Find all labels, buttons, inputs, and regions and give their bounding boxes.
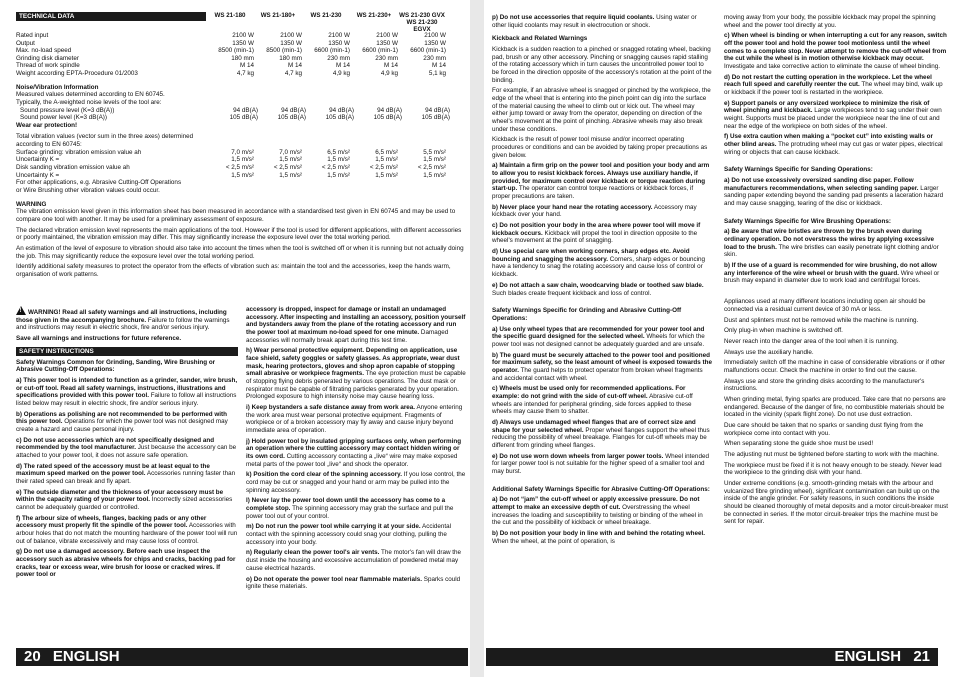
list-item	[16, 548, 238, 579]
item-text: Wire wheel or brush may expand in diameter due to work load and centrifugal forces.	[724, 269, 940, 285]
list-item	[492, 162, 712, 200]
paragraph: Under extreme conditions (e.g. smooth-grinding metals with the arbour and vulcanized fibre grinding wheel), significant contamination can build up on the inside of the angle grinder. For safety reasons, in such conditions the inside should be cleaned thoroughly of metal deposits and a motor circuit-breaker must be connected in series. If the motor circuit-breaker trips the machine must be sent for repair.	[724, 479, 949, 526]
table-row	[20, 107, 464, 115]
item-text: The eye protection must be capable of stopping flying debris generated by various operations. The dust mask or respirator must be capable of filtrating particles generated by your operation. Prolonged exposure to high intensity noise may cause hearing loss.	[246, 370, 466, 401]
row-value: M 14	[288, 62, 302, 70]
vibration-other: For other applications, e.g. Abrasive Cutting-Off Operations or Wire Brushing other vibration values could occur.	[16, 179, 182, 194]
list-item	[246, 306, 466, 344]
item-bold: b) The guard must be securely attached to the power tool and positioned for maximum safety, so the least amount of wheel is exposed towards the operator.	[492, 351, 712, 374]
item-text: Incorrectly sized accessories cannot be adequately guarded or controlled.	[16, 496, 233, 512]
list-item	[724, 74, 948, 97]
row-value: 1,5 m/s²	[279, 156, 302, 164]
list-item	[492, 14, 712, 29]
row-value: 2100 W	[328, 32, 350, 39]
row-value: 1,5 m/s²	[327, 171, 350, 179]
row-value: 105 dB(A)	[325, 114, 354, 122]
item-text: Using water or other liquid coolants may result in electrocution or shock.	[492, 14, 697, 29]
row-value: 105 dB(A)	[277, 114, 306, 122]
row-value: 1350 W	[232, 39, 254, 47]
item-bold: a) Maintain a firm grip on the power tool and position your body and arm to allow you to resist kickback forces. Always use auxiliary handle, if provided, for maximum control over kickback or torque reaction during start-up.	[492, 162, 710, 193]
list-item	[16, 377, 238, 408]
item-text: The operator can control torque reactions or kickback forces, if proper precautions are taken.	[492, 185, 694, 201]
row-value: 6600 (min-1)	[362, 47, 398, 55]
row-value: 4,7 kg	[284, 69, 302, 77]
list-item	[16, 437, 238, 460]
paragraph: For example, if an abrasive wheel is snagged or pinched by the workpiece, the edge of the wheel that is entering into the pinch point can dig into the surface of the material causing the wheel to climb out or kick out. The wheel may either jump toward or away from the operator, depending on direction of the wheel's movement at the point of pinching. Abrasive wheels may also break under these conditions.	[492, 87, 711, 133]
item-bold: e) Do not attach a saw chain, woodcarving blade or toothed saw blade.	[492, 281, 704, 289]
row-value: 94 dB(A)	[281, 106, 306, 114]
item-text: Failure to follow all instructions listed below may result in electric shock, fire and/or serious injury.	[16, 392, 237, 408]
item-bold: a) Do not use excessively oversized sanding disc paper. Follow manufacturers recommendations, when selecting sanding paper.	[724, 177, 919, 192]
item-text: Larger sanding paper extending beyond the sanding pad presents a laceration hazard and may cause snagging, tearing of the disc or kickback.	[724, 184, 944, 208]
row-value: 1,5 m/s²	[279, 171, 302, 179]
row-value: 8500 (min-1)	[218, 47, 254, 55]
item-text: Investigate and take corrective action to eliminate the cause of wheel binding.	[724, 63, 940, 71]
grinding-items	[492, 326, 712, 476]
row-value: 1,5 m/s²	[231, 171, 254, 179]
row-value: 6600 (min-1)	[410, 47, 446, 55]
model-header: WS 21-180+	[260, 12, 296, 19]
table-row	[16, 156, 464, 164]
row-value: 1350 W	[328, 39, 350, 47]
row-value: 4,9 kg	[380, 69, 398, 77]
noise-title: Noise/Vibration Information	[16, 83, 99, 91]
row-value: 4,9 kg	[332, 69, 350, 77]
safety-list-a	[16, 377, 238, 579]
list-item	[16, 411, 238, 434]
safety-common-title: Safety Warnings Common for Grinding, Sanding, Wire Brushing or Abrasive Cutting-Off Operations:	[16, 358, 216, 374]
list-item	[492, 385, 712, 416]
row-value: 5,5 m/s²	[423, 148, 446, 156]
item-text: Accidental contact with the spinning accessory could snag your clothing, pulling the accessory into your body.	[246, 523, 452, 546]
row-value: 105 dB(A)	[229, 114, 258, 122]
list-item	[492, 222, 712, 245]
kickback-title: Kickback and Related Warnings	[492, 35, 588, 43]
item-bold: b) Never place your hand near the rotating accessory.	[492, 203, 653, 211]
row-value: 5,1 kg	[428, 69, 446, 77]
paragraph: Due care should be taken that no sparks or sanding dust flying from the workpiece come into contact with you.	[724, 421, 924, 437]
wire-items	[724, 228, 948, 285]
warning-triangle-icon	[16, 306, 26, 315]
cutoff-title: Additional Safety Warnings Specific for Abrasive Cutting-Off Operations:	[492, 485, 710, 493]
list-item	[724, 177, 948, 208]
row-value: < 2,5 m/s²	[369, 163, 398, 171]
item-bold: e) Do not use worn down wheels from larger power tools.	[492, 452, 664, 460]
row-value: M 14	[384, 62, 398, 70]
model-header: WS 21-180	[214, 12, 246, 19]
item-bold: d) The rated speed of the accessory must be at least equal to the maximum speed marked on the power tool.	[16, 462, 210, 478]
item-text: Sparks could ignite these materials.	[246, 575, 461, 591]
table-row	[16, 149, 464, 157]
noise-table	[16, 107, 464, 122]
row-label: Disk sanding vibration emission value ah	[16, 163, 130, 171]
vibration-table	[16, 149, 464, 179]
item-bold: k) Position the cord clear of the spinning accessory.	[246, 471, 402, 479]
table-row	[16, 40, 464, 48]
item-bold: f) The arbour size of wheels, flanges, backing pads or any other accessory must properly fit the spindle of the power tool.	[16, 514, 207, 530]
row-label: Rated input	[16, 32, 49, 39]
row-label: Uncertainty K =	[16, 171, 60, 179]
language-right: ENGLISH	[834, 648, 902, 665]
item-text: The wheel may bind, walk up or kickback if the power tool is restarted in the workpiece.	[724, 81, 943, 97]
right-page	[484, 0, 954, 677]
row-value: 6,5 m/s²	[327, 148, 350, 156]
item-bold: accessory is dropped, inspect for damage or install an undamaged accessory. After inspecting and installing an accessory, position yourself and bystanders away from the plane of the rotating accessory and run the power tool at maximum no-load speed for one minute.	[246, 306, 466, 337]
row-value: 8500 (min-1)	[266, 47, 302, 55]
item-bold: d) Do not restart the cutting operation in the workpiece. Let the wheel reach full speed and carefully reenter the cut.	[724, 73, 932, 89]
kickback-items	[492, 162, 712, 297]
list-item	[724, 228, 948, 259]
warn-save: Save all warnings and instructions for future reference.	[16, 335, 182, 343]
paragraph: When separating stone the guide shoe must be used!	[724, 440, 874, 448]
warning-title: WARNING	[16, 200, 47, 208]
list-item	[246, 549, 466, 572]
coolant-item	[492, 14, 712, 29]
row-value: 7,0 m/s²	[231, 148, 254, 156]
paragraph: The workpiece must be fixed if it is not heavy enough to be steady. Never lead the workpiece to the grinding disk with your hand.	[724, 461, 942, 477]
right-col-safety	[246, 306, 466, 644]
item-bold: d) Always use undamaged wheel flanges that are of correct size and shape for your selected wheel.	[492, 418, 696, 434]
list-item	[724, 32, 948, 70]
item-text: The protruding wheel may cut gas or water pipes, electrical wiring or objects that can cause kickback.	[724, 141, 943, 156]
list-item	[724, 14, 948, 29]
row-label: Weight according EPTA-Procedure 01/2003	[16, 69, 138, 77]
table-row	[16, 164, 464, 172]
table-row	[16, 70, 464, 78]
list-item	[492, 248, 712, 279]
item-text: moving away from your body, the possible kickback may propel the spinning wheel and the power tool directly at you.	[724, 14, 936, 29]
row-value: M 14	[240, 62, 254, 70]
item-text: Corners, sharp edges or bouncing have a tendency to snag the rotating accessory and cause loss of control or kickback.	[492, 255, 706, 279]
row-value: 105 dB(A)	[421, 114, 450, 122]
list-item	[16, 515, 238, 546]
row-label: Sound power level (K=3 dB(A))	[20, 114, 107, 122]
grinding-title: Safety Warnings Specific for Grinding and Abrasive Cutting-Off Operations:	[492, 307, 682, 322]
item-bold: o) Do not operate the power tool near flammable materials.	[246, 575, 422, 583]
item-bold: c) Do not use accessories which are not specifically designed and recommended by the tool manufacturer.	[16, 436, 215, 452]
table-row	[16, 32, 464, 40]
paragraph: Always use and store the grinding disks according to the manufacturer's instructions.	[724, 377, 925, 393]
list-item	[16, 463, 238, 486]
item-bold: p) Do not use accessories that require liquid coolants.	[492, 14, 655, 21]
item-bold: i) Keep bystanders a safe distance away from work area.	[246, 404, 416, 412]
sanding-items	[724, 177, 948, 208]
row-label: Max. no-load speed	[16, 47, 72, 55]
safety-instructions-header: SAFETY INSTRUCTIONS	[16, 347, 238, 356]
row-label: Output	[16, 39, 35, 47]
general-paragraphs	[724, 298, 948, 526]
item-text: Damaged accessories will normally break apart during this test time.	[246, 329, 449, 344]
row-value: < 2,5 m/s²	[273, 163, 302, 171]
item-bold: j) Hold power tool by insulated gripping surfaces only, when performing an operation where the cutting accessory may contact hidden wiring or its own cord.	[246, 437, 462, 461]
paragraph: When grinding metal, flying sparks are produced. Take care that no persons are endangered. Because of the danger of fire, no combustible materials should be located in the vicinity (spark flight zone). Do not use dust extraction.	[724, 395, 946, 419]
list-item	[246, 576, 466, 591]
table-row	[16, 172, 464, 180]
sanding-title: Safety Warnings Specific for Sanding Operations:	[724, 166, 873, 174]
right-page-col2	[724, 14, 948, 644]
item-bold: n) Regularly clean the power tool's air vents.	[246, 549, 380, 557]
item-bold: a) This power tool is intended to function as a grinder, sander, wire brush, or cut-off tool. Read all safety warnings, instructions, illustrations and specifications provided with this power tool.	[16, 377, 238, 400]
item-text: Overstressing the wheel increases the loading and susceptibility to twisting or binding of the wheel in the cut and the possibility of kickback or wheel breakage.	[492, 503, 703, 527]
wire-title: Safety Warnings Specific for Wire Brushing Operations:	[724, 217, 891, 225]
warning-paragraph: Identify additional safety measures to protect the operator from the effects of vibration such as: maintain the tool and the accessories, keep the hands warm, organisation of work patterns.	[16, 263, 451, 278]
item-bold: a) Be aware that wire bristles are thrown by the brush even during ordinary operation. Do not overstress the wires by applying excessive load to the brush.	[724, 228, 934, 251]
item-text: Cutting accessory contacting a „live“ wire may make exposed metal parts of the power tool „live“ and shock the operator.	[246, 453, 458, 468]
table-row	[16, 62, 464, 70]
warning-paragraph: An estimation of the level of exposure to vibration should also take into account the times when the tool is switched off or when it is running but not actually doing the job. This may significantly reduce the exposure level over the total working period.	[16, 244, 464, 260]
item-bold: l) Never lay the power tool down until the accessory has come to a complete stop.	[246, 497, 446, 513]
row-value: 1350 W	[376, 39, 398, 47]
paragraph: Immediately switch off the machine in case of considerable vibrations or if other malfunctions occur. Check the machine in order to find out the cause.	[724, 359, 946, 374]
item-bold: e) The outside diameter and the thickness of your accessory must be within the capacity rating of your power tool.	[16, 488, 224, 504]
vibration-intro: Total vibration values (vector sum in the three axes) determined according to EN 60745:	[16, 133, 194, 149]
row-value: 6,5 m/s²	[375, 148, 398, 156]
table-row	[16, 55, 464, 63]
item-text: Proper wheel flanges support the wheel thus reducing the possibility of wheel breakage. Flanges for cut-off wheels may be different from grinding wheel flanges.	[492, 426, 710, 449]
row-value: 94 dB(A)	[329, 106, 354, 114]
item-text: Wheels for which the power tool was not designed cannot be adequately guarded and are unsafe.	[492, 333, 705, 348]
warning-paragraph: The vibration emission level given in this information sheet has been measured in accordance with a standardised test given in EN 60745 and may be used to compare one tool with another. It may be used for a preliminary assessment of exposure.	[16, 208, 456, 223]
row-value: 1,5 m/s²	[375, 156, 398, 164]
row-value: 1350 W	[424, 39, 446, 47]
item-text: Kickback will propel the tool in direction opposite to the wheel's movement at the point of snagging.	[492, 229, 698, 245]
row-value: 2100 W	[376, 32, 398, 39]
cutoff-continued-items	[724, 14, 948, 156]
table-row	[16, 47, 464, 55]
list-item	[492, 204, 712, 219]
list-item	[492, 496, 712, 527]
row-value: 230 mm	[423, 54, 446, 62]
row-value: 1350 W	[280, 39, 302, 47]
row-label: Uncertainty K =	[16, 156, 60, 164]
language-left: ENGLISH	[52, 648, 120, 665]
list-item	[492, 453, 712, 476]
row-value: 94 dB(A)	[233, 106, 258, 114]
row-label: Sound pressure level (K=3 dB(A))	[20, 106, 115, 114]
item-bold: c) When wheel is binding or when interrupting a cut for any reason, switch off the power tool and hold the power tool motionless until the wheel comes to a complete stop. Never attempt to remove the cut-off wheel from the cut while the wheel is in motion otherwise kickback may occur.	[724, 32, 947, 63]
row-value: 2100 W	[280, 32, 302, 39]
list-item	[492, 352, 712, 383]
paragraph: Only plug-in when machine is switched off.	[724, 327, 843, 335]
row-value: 1,5 m/s²	[375, 171, 398, 179]
list-item	[492, 326, 712, 349]
row-value: 4,7 kg	[236, 69, 254, 77]
row-label: Surface grinding: vibration emission value ah	[16, 148, 142, 156]
item-text: The motor's fan will draw the dust inside the housing and excessive accumulation of powdered metal may cause electrical hazards.	[246, 549, 462, 572]
item-bold: m) Do not run the power tool while carrying it at your side.	[246, 523, 421, 531]
item-text: When the wheel, at the point of operation, is	[492, 537, 615, 545]
item-text: The wire bristles can easily penetrate light clothing and/or skin.	[724, 243, 939, 259]
left-col-safety	[16, 306, 238, 644]
item-bold: b) Do not position your body in line with and behind the rotating wheel.	[492, 529, 706, 537]
noise-intro: Measured values determined according to EN 60745. Typically, the A-weighted noise levels of the tool are:	[16, 91, 165, 106]
item-bold: c) Do not position your body in the area where power tool will move if kickback occurs.	[492, 222, 701, 237]
item-bold: a) Use only wheel types that are recommended for your power tool and the specific guard designed for the selected wheel.	[492, 325, 705, 341]
list-item	[492, 530, 712, 545]
paragraph: Kickback is the result of power tool misuse and/or incorrect operating procedures or conditions and can be avoided by taking proper precautions as given below.	[492, 136, 708, 159]
warn-read-rest: Failure to follow the warnings and instructions may result in electric shock, fire and/or serious injury.	[16, 316, 230, 332]
warning-paragraph: The declared vibration emission level represents the main applications of the tool. However if the tool is used for different applications, with different accessories or poorly maintained, the vibration emission may differ. This may significantly increase the exposure level over the total working period.	[16, 226, 462, 242]
item-text: Wheel intended for larger power tool is not suitable for the higher speed of a smaller tool and may burst.	[492, 452, 709, 475]
model-header: WS 21-230+	[356, 12, 392, 19]
right-footer	[486, 648, 938, 666]
item-bold: d) Use special care when working corners, sharp edges etc. Avoid bouncing and snagging the accessory.	[492, 248, 690, 263]
technical-data-header: TECHNICAL DATA	[16, 12, 206, 21]
row-value: < 2,5 m/s²	[417, 163, 446, 171]
paragraph: Always use the auxiliary handle.	[724, 348, 814, 356]
item-bold: b) If the use of a guard is recommended for wire brushing, do not allow any interference of the wire wheel or brush with the guard.	[724, 262, 937, 277]
row-value: 7,0 m/s²	[279, 148, 302, 156]
item-text: Large workpieces tend to sag under their own weight. Supports must be placed under the workpiece near the line of cut and near the edge of the workpiece on both sides of the wheel.	[724, 107, 942, 130]
item-text: The guard helps to protect operator from broken wheel fragments and accidental contact with wheel.	[492, 366, 703, 382]
list-item	[246, 404, 466, 435]
row-value: < 2,5 m/s²	[321, 163, 350, 171]
row-value: 2100 W	[424, 32, 446, 39]
row-value: 1,5 m/s²	[327, 156, 350, 164]
list-item	[492, 282, 712, 297]
paragraph: Kickback is a sudden reaction to a pinched or snagged rotating wheel, backing pad, brush or any other accessory. Pinching or snagging causes rapid stalling of the rotating accessory which in turn causes the uncontrolled power tool to be forced in the direction opposite of the accessory's rotation at the point of the binding.	[492, 46, 712, 84]
row-value: 6600 (min-1)	[314, 47, 350, 55]
item-bold: c) Wheels must be used only for recommended applications. For example: do not grind with the side of cut-off wheel.	[492, 385, 686, 400]
paragraph: The adjusting nut must be tightened before starting to work with the machine.	[724, 450, 939, 458]
row-value: 105 dB(A)	[373, 114, 402, 122]
item-bold: g) Do not use a damaged accessory. Before each use inspect the accessory such as abrasive wheels for chips and cracks, backing pad for cracks, tear or excess wear, wire brush for loose or cracked wires. If power tool or	[16, 548, 236, 579]
paragraph: Dust and splinters must not be removed while the machine is running.	[724, 316, 919, 324]
model-header: WS 21-230 GVX WS 21-230 EGVX	[399, 12, 445, 33]
list-item	[724, 100, 948, 131]
list-item	[246, 347, 466, 401]
list-item	[246, 523, 466, 546]
tech-table	[16, 32, 464, 78]
kickback-paragraphs	[492, 46, 712, 159]
paragraph: Never reach into the danger area of the tool when it is running.	[724, 337, 899, 345]
row-value: 94 dB(A)	[377, 106, 402, 114]
row-value: 180 mm	[231, 54, 254, 62]
item-bold: f) Use extra caution when making a “pocket cut” into existing walls or other blind areas.	[724, 133, 933, 149]
row-value: 1,5 m/s²	[423, 156, 446, 164]
left-footer	[16, 648, 468, 666]
row-value: < 2,5 m/s²	[225, 163, 254, 171]
row-value: 1,5 m/s²	[423, 171, 446, 179]
page-number-left: 20	[24, 648, 41, 665]
row-value: 180 mm	[279, 54, 302, 62]
row-value: M 14	[336, 62, 350, 70]
row-value: 230 mm	[327, 54, 350, 62]
item-bold: h) Wear personal protective equipment. Depending on application, use face shield, safety goggles or safety glasses. As appropriate, wear dust mask, hearing protectors, gloves and shop apron capable of stopping small abrasive or workpiece fragments.	[246, 347, 460, 378]
safety-list-b	[246, 306, 466, 591]
ear-protection: Wear ear protection!	[16, 121, 78, 129]
warning-paragraphs	[16, 208, 464, 278]
item-text: The spinning accessory may grab the surface and pull the power tool out of your control.	[246, 505, 454, 520]
list-item	[492, 419, 712, 450]
right-page-col1	[492, 14, 712, 644]
list-item	[246, 497, 466, 520]
row-label: Thread of work spindle	[16, 62, 80, 70]
page-gutter	[470, 0, 484, 677]
page-number-right: 21	[913, 648, 930, 665]
warn-read-bold: WARNING! Read all safety warnings and all instructions, including those given in the accompanying brochure.	[16, 309, 227, 324]
model-headers	[206, 12, 446, 33]
table-row	[20, 114, 464, 122]
list-item	[246, 438, 466, 469]
item-text: Just because the accessory can be attached to your power tool, it does not assure safe operation.	[16, 444, 237, 460]
item-text: Such blades create frequent kickback and loss of control.	[492, 289, 652, 297]
item-text: If you lose control, the cord may be cut or snagged and your hand or arm may be pulled into the spinning accessory.	[246, 471, 466, 494]
row-value: 2100 W	[232, 32, 254, 39]
item-text: Anyone entering the work area must wear personal protective equipment. Fragments of workpiece or of a broken accessory may fly away and cause injury beyond immediate area of operation.	[246, 404, 463, 435]
list-item	[724, 262, 948, 285]
row-value: M 14	[432, 62, 446, 70]
item-bold: e) Support panels or any oversized workpiece to minimize the risk of wheel pinching and kickback.	[724, 99, 930, 115]
item-text: Operations for which the power tool was not designed may create a hazard and cause personal injury.	[16, 418, 228, 434]
row-value: 230 mm	[375, 54, 398, 62]
row-value: 94 dB(A)	[425, 106, 450, 114]
list-item	[246, 471, 466, 494]
item-text: Accessory may kickback over your hand.	[492, 203, 697, 219]
cutoff-items	[492, 496, 712, 545]
item-bold: b) Operations as polishing are not recommended to be performed with this power tool.	[16, 410, 227, 426]
left-page	[0, 0, 470, 677]
row-label: Grinding disk diameter	[16, 54, 79, 62]
item-text: Abrasive cut-off wheels are intended for peripheral grinding, side forces applied to these wheels may cause them to shatter.	[492, 392, 693, 416]
technical-data-section	[16, 12, 464, 278]
list-item	[724, 133, 948, 156]
item-text: Accessories with arbour holes that do not match the mounting hardware of the power tool will run out of balance, vibrate excessively and may cause loss of control.	[16, 522, 238, 545]
list-item	[16, 489, 238, 512]
model-header: WS 21-230	[310, 12, 342, 19]
item-bold: a) Do not “jam” the cut-off wheel or apply excessive pressure. Do not attempt to make an excessive depth of cut.	[492, 496, 700, 511]
item-text: Accessories running faster than their rated speed can break and fly apart.	[16, 470, 236, 486]
paragraph: Appliances used at many different locations including open air should be connected via a residual current device of 30 mA or less.	[724, 298, 926, 313]
row-value: 1,5 m/s²	[231, 156, 254, 164]
